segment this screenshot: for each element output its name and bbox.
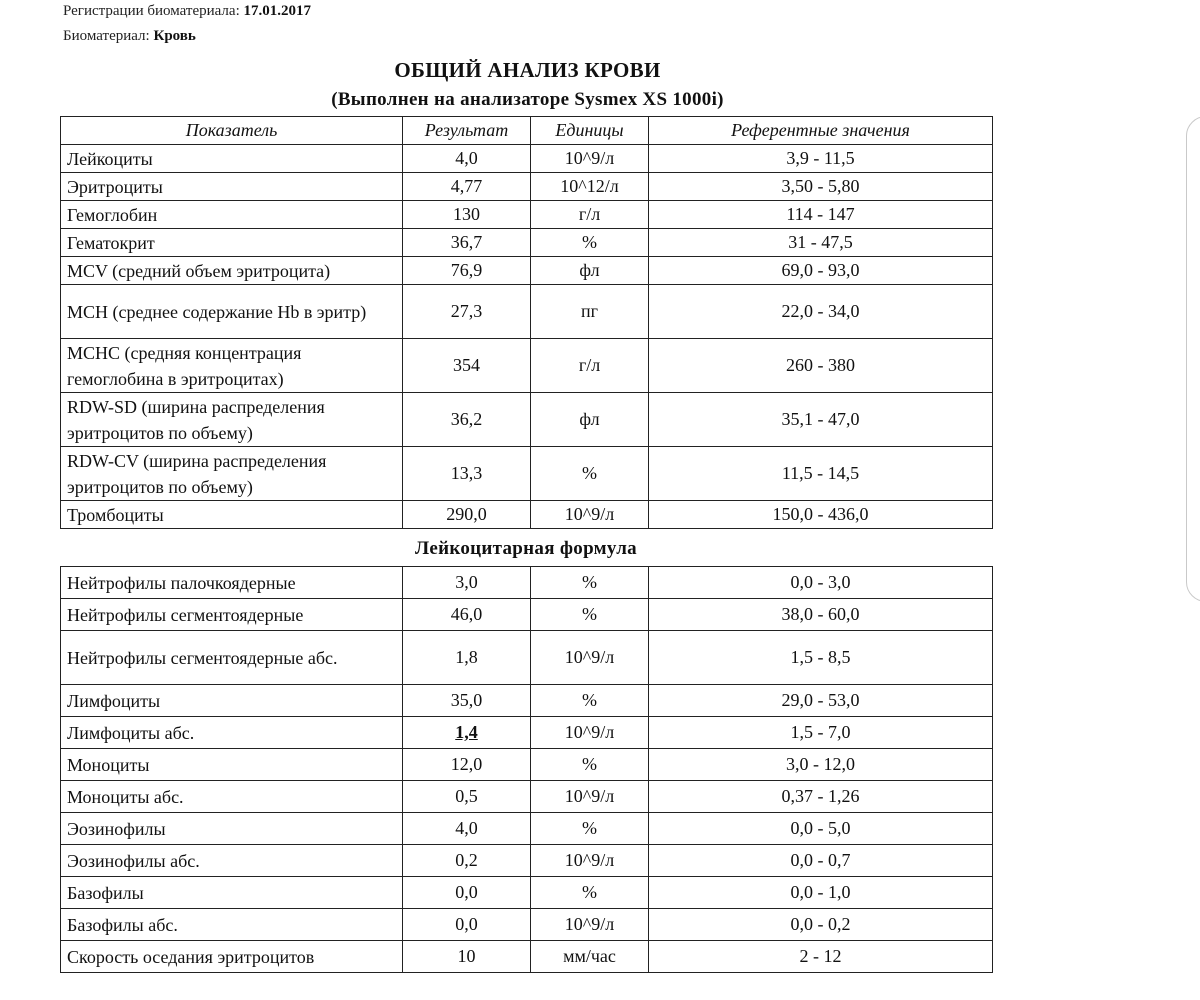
cell-name-text: Гематокрит (67, 232, 155, 253)
cell-name (61, 909, 403, 941)
page-subtitle: (Выполнен на анализаторе Sysmex XS 1000i) (331, 89, 724, 110)
cell-name-text: Моноциты (67, 754, 150, 775)
cell-result-text: 27,3 (450, 301, 483, 321)
cell-result-text: 354 (453, 355, 480, 375)
cell-name (61, 631, 403, 685)
table-row (61, 717, 993, 749)
table-row (61, 749, 993, 781)
cell-units (531, 877, 649, 909)
cell-reference (649, 285, 993, 339)
cell-units-text: 10^12/л (560, 176, 619, 196)
cell-name-text: Нейтрофилы сегментоядерные (67, 604, 304, 625)
cell-units (531, 257, 649, 285)
table-row (61, 685, 993, 717)
cell-name (61, 201, 403, 229)
cell-result (403, 845, 531, 877)
cell-result-text: 1,8 (455, 647, 478, 667)
cell-result (403, 813, 531, 845)
cell-units-text: % (582, 572, 597, 592)
table-row (61, 845, 993, 877)
cell-units (531, 393, 649, 447)
cell-reference (649, 599, 993, 631)
table-row (61, 145, 993, 173)
cell-result (403, 201, 531, 229)
cell-reference-text: 31 - 47,5 (788, 232, 853, 252)
cell-units-text: % (582, 882, 597, 902)
cell-reference (649, 501, 993, 529)
biomaterial-label: Биоматериал: (63, 28, 150, 44)
side-panel-edge (1186, 116, 1200, 602)
cell-name (61, 501, 403, 529)
cell-reference-text: 0,0 - 0,7 (790, 850, 851, 870)
table-row (61, 173, 993, 201)
table-row (61, 599, 993, 631)
cell-reference-text: 38,0 - 60,0 (781, 604, 860, 624)
table-row (61, 877, 993, 909)
cell-reference-text: 0,0 - 1,0 (790, 882, 851, 902)
cell-units (531, 567, 649, 599)
cell-units-text: % (582, 690, 597, 710)
cell-name-text: Эозинофилы (67, 818, 166, 839)
cell-units-text: 10^9/л (564, 722, 615, 742)
cell-reference-text: 114 - 147 (786, 204, 855, 224)
cell-reference-text: 3,50 - 5,80 (781, 176, 860, 196)
table-header-row (61, 117, 993, 145)
cell-reference (649, 845, 993, 877)
cell-units-text: % (582, 754, 597, 774)
cell-units (531, 781, 649, 813)
cell-reference-text: 260 - 380 (786, 355, 855, 375)
cell-reference-text: 35,1 - 47,0 (781, 409, 860, 429)
cell-name (61, 877, 403, 909)
cell-reference-text: 0,0 - 3,0 (790, 572, 851, 592)
cell-units (531, 201, 649, 229)
cell-result (403, 393, 531, 447)
table-row (61, 285, 993, 339)
cell-reference (649, 257, 993, 285)
cell-units-text: % (582, 604, 597, 624)
cell-result-text: 0,0 (455, 914, 478, 934)
cell-name-text: Эритроциты (67, 176, 163, 197)
table-row (61, 909, 993, 941)
cell-name-text: Скорость оседания эритроцитов (67, 946, 315, 967)
cell-result-text: 0,2 (455, 850, 478, 870)
cell-name-text: MCHC (средняя концентрация гемоглобина в эритроцитах) (67, 342, 302, 389)
cell-reference-text: 69,0 - 93,0 (781, 260, 860, 280)
cell-units (531, 599, 649, 631)
cell-name-text: Гемоглобин (67, 204, 158, 225)
cell-reference-text: 0,37 - 1,26 (781, 786, 860, 806)
cell-name (61, 257, 403, 285)
cell-reference (649, 145, 993, 173)
cell-units (531, 145, 649, 173)
cell-name (61, 173, 403, 201)
cell-name (61, 339, 403, 393)
cell-name (61, 941, 403, 973)
table-row (61, 813, 993, 845)
cell-reference (649, 567, 993, 599)
cell-result (403, 229, 531, 257)
cell-reference-text: 0,0 - 0,2 (790, 914, 851, 934)
cell-result (403, 781, 531, 813)
cell-result (403, 145, 531, 173)
cell-result-text: 36,2 (450, 409, 483, 429)
cell-result-text: 4,0 (455, 818, 478, 838)
header-units: Единицы (531, 117, 649, 145)
leukocyte-formula-title: Лейкоцитарная формула (415, 538, 637, 559)
cell-name (61, 393, 403, 447)
cell-result-text: 36,7 (450, 232, 483, 252)
cell-name (61, 685, 403, 717)
cell-result (403, 631, 531, 685)
cell-name-text: Лимфоциты абс. (67, 722, 195, 743)
cell-reference (649, 393, 993, 447)
cell-units-text: 10^9/л (564, 504, 615, 524)
cell-reference (649, 685, 993, 717)
cell-name-text: Базофилы (67, 882, 144, 903)
cell-name-text: Лейкоциты (67, 148, 153, 169)
cell-name (61, 229, 403, 257)
cell-result (403, 447, 531, 501)
cell-name-text: Базофилы абс. (67, 914, 178, 935)
cell-result (403, 501, 531, 529)
page-title: ОБЩИЙ АНАЛИЗ КРОВИ (394, 58, 661, 82)
table-row (61, 781, 993, 813)
cell-units (531, 631, 649, 685)
table-row (61, 201, 993, 229)
registration-date: 17.01.2017 (243, 3, 311, 19)
cell-name-text: Нейтрофилы сегментоядерные абс. (67, 647, 338, 668)
cell-name (61, 567, 403, 599)
cell-reference (649, 229, 993, 257)
cell-result-text: 46,0 (450, 604, 483, 624)
cell-name (61, 285, 403, 339)
cell-reference-text: 0,0 - 5,0 (790, 818, 851, 838)
cell-reference (649, 339, 993, 393)
cell-reference-text: 150,0 - 436,0 (772, 504, 869, 524)
cell-result-text: 76,9 (450, 260, 483, 280)
cell-units (531, 339, 649, 393)
table-row (61, 631, 993, 685)
cell-reference (649, 909, 993, 941)
cell-units (531, 501, 649, 529)
cell-units-text: 10^9/л (564, 148, 615, 168)
cell-result (403, 257, 531, 285)
cell-units-text: % (582, 232, 597, 252)
cell-result (403, 717, 531, 749)
cell-units (531, 685, 649, 717)
cell-reference-text: 11,5 - 14,5 (781, 463, 860, 483)
cell-result (403, 339, 531, 393)
cell-units-text: % (582, 818, 597, 838)
cell-name-text: Лимфоциты (67, 690, 161, 711)
cell-name-text: MCH (среднее содержание Hb в эритр) (67, 301, 367, 322)
cell-reference (649, 749, 993, 781)
cell-units-text: г/л (578, 204, 601, 224)
cell-reference-text: 2 - 12 (799, 946, 842, 966)
cell-name (61, 717, 403, 749)
cell-reference (649, 877, 993, 909)
cell-result (403, 749, 531, 781)
cell-result-text: 130 (453, 204, 480, 224)
cell-units (531, 447, 649, 501)
cell-result-text: 0,0 (455, 882, 478, 902)
cell-result-text: 290,0 (446, 504, 487, 524)
cell-name-text: Тромбоциты (67, 504, 164, 525)
table-row (61, 941, 993, 973)
cell-reference-text: 3,9 - 11,5 (786, 148, 855, 168)
table-row (61, 339, 993, 393)
registration-label: Регистрации биоматериала: (63, 3, 240, 19)
cell-result (403, 685, 531, 717)
cell-result-text: 4,0 (455, 148, 478, 168)
cell-reference (649, 173, 993, 201)
cell-result-text: 0,5 (455, 786, 478, 806)
cell-units (531, 717, 649, 749)
cell-units (531, 845, 649, 877)
cell-name-text: Моноциты абс. (67, 786, 184, 807)
blood-test-table (60, 116, 993, 529)
cell-units-text: 10^9/л (564, 914, 615, 934)
cell-units-text: % (582, 463, 597, 483)
table-row (61, 567, 993, 599)
header-name: Показатель (61, 117, 403, 145)
cell-units-text: г/л (578, 355, 601, 375)
cell-result (403, 285, 531, 339)
cell-name (61, 145, 403, 173)
cell-units (531, 941, 649, 973)
cell-result (403, 173, 531, 201)
cell-units (531, 909, 649, 941)
cell-result-text: 4,77 (450, 176, 483, 196)
cell-name-text: Эозинофилы абс. (67, 850, 200, 871)
cell-reference-text: 29,0 - 53,0 (781, 690, 860, 710)
cell-result (403, 877, 531, 909)
header-result: Результат (403, 117, 531, 145)
table-row (61, 257, 993, 285)
cell-reference-text: 3,0 - 12,0 (786, 754, 855, 774)
cell-name-text: Нейтрофилы палочкоядерные (67, 572, 296, 593)
cell-units (531, 173, 649, 201)
cell-result (403, 567, 531, 599)
table-row (61, 447, 993, 501)
cell-reference (649, 781, 993, 813)
cell-name-text: RDW-SD (ширина распределения эритроцитов по объему) (67, 396, 325, 443)
biomaterial-line (63, 27, 196, 45)
cell-name (61, 447, 403, 501)
cell-name (61, 749, 403, 781)
biomaterial-value: Кровь (153, 28, 196, 44)
cell-reference (649, 717, 993, 749)
cell-reference (649, 631, 993, 685)
cell-units-text: мм/час (563, 946, 616, 966)
cell-reference (649, 941, 993, 973)
cell-result-text: 10 (457, 946, 476, 966)
registration-date-line (63, 2, 311, 20)
table-row (61, 229, 993, 257)
cell-name (61, 781, 403, 813)
table-row (61, 393, 993, 447)
cell-units-text: фл (579, 260, 600, 280)
cell-name-text: RDW-CV (ширина распределения эритроцитов по объему) (67, 450, 327, 497)
cell-units-text: фл (579, 409, 600, 429)
cell-reference (649, 201, 993, 229)
cell-units (531, 229, 649, 257)
cell-name (61, 599, 403, 631)
cell-result-text: 13,3 (450, 463, 483, 483)
leukocyte-formula-table (60, 566, 993, 973)
cell-units (531, 813, 649, 845)
cell-units-text: 10^9/л (564, 850, 615, 870)
cell-result (403, 599, 531, 631)
cell-reference-text: 22,0 - 34,0 (781, 301, 860, 321)
cell-name (61, 813, 403, 845)
cell-reference (649, 447, 993, 501)
cell-result (403, 941, 531, 973)
cell-result-text: 35,0 (450, 690, 483, 710)
cell-result-text: 3,0 (455, 572, 478, 592)
cell-reference-text: 1,5 - 8,5 (790, 647, 851, 667)
cell-units (531, 749, 649, 781)
cell-reference (649, 813, 993, 845)
cell-units-text: пг (580, 301, 598, 321)
cell-reference-text: 1,5 - 7,0 (790, 722, 851, 742)
header-reference: Референтные значения (649, 117, 993, 145)
cell-units-text: 10^9/л (564, 647, 615, 667)
table-row (61, 501, 993, 529)
cell-name (61, 845, 403, 877)
cell-result-text: 12,0 (450, 754, 483, 774)
cell-result (403, 909, 531, 941)
cell-name-text: MCV (средний объем эритроцита) (67, 260, 331, 281)
cell-units-text: 10^9/л (564, 786, 615, 806)
cell-units (531, 285, 649, 339)
cell-result-text: 1,4 (455, 722, 478, 742)
